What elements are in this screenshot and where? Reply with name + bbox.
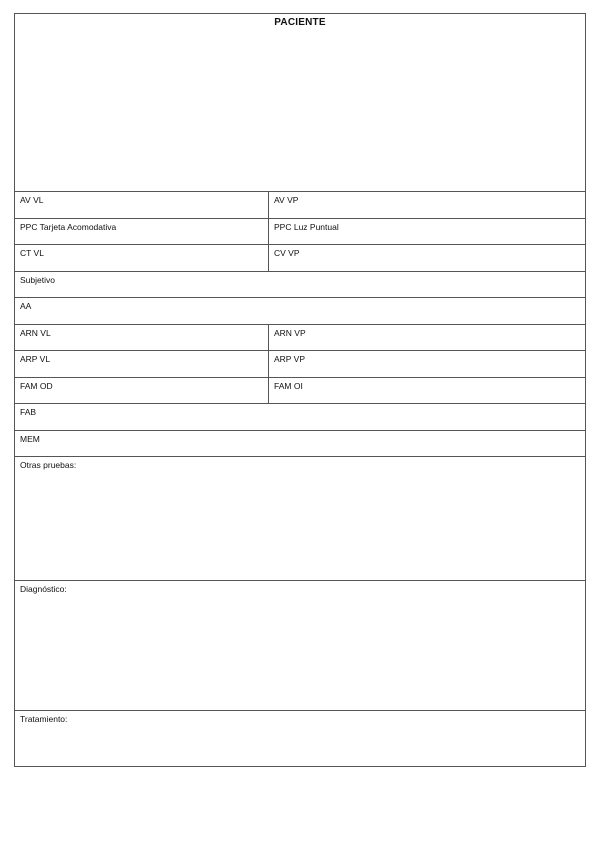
field-ppc-luz: PPC Luz Puntual [274,221,339,232]
field-tratamiento: Tratamiento: [20,714,68,724]
field-fam-od: FAM OD [15,378,269,404]
row-fab [15,404,585,431]
field-aa: AA [20,301,32,311]
field-fab: FAB [20,407,37,417]
field-fam-oi: FAM OI [274,380,303,391]
row-otras-pruebas [15,457,585,581]
field-arp-vp: ARP VP [274,354,306,364]
field-cv-vp: CV VP [274,248,300,258]
row-subjetivo [15,272,585,299]
row-diagnostico [15,581,585,711]
field-av-vp: AV VP [274,195,299,205]
row-tratamiento [15,711,585,766]
field-arp-vl: ARP VL [15,351,269,377]
row-ppc [15,219,585,246]
field-mem: MEM [20,433,40,444]
field-arn-vl: ARN VL [15,325,269,351]
row-fam [15,378,585,405]
patient-form [14,13,586,767]
field-subjetivo: Subjetivo [20,274,55,285]
field-diagnostico: Diagnóstico: [20,584,67,594]
field-otras-pruebas: Otras pruebas: [20,460,77,470]
row-arn [15,325,585,352]
row-av [15,192,585,219]
field-ct-vl: CT VL [15,245,269,271]
row-mem [15,431,585,458]
field-ppc-tarjeta: PPC Tarjeta Acomodativa [15,219,269,245]
field-av-vl: AV VL [15,192,269,218]
form-title: PACIENTE [274,17,326,28]
row-ct-cv [15,245,585,272]
row-arp [15,351,585,378]
patient-section [15,14,585,192]
row-aa [15,298,585,325]
field-arn-vp: ARN VP [274,327,306,338]
